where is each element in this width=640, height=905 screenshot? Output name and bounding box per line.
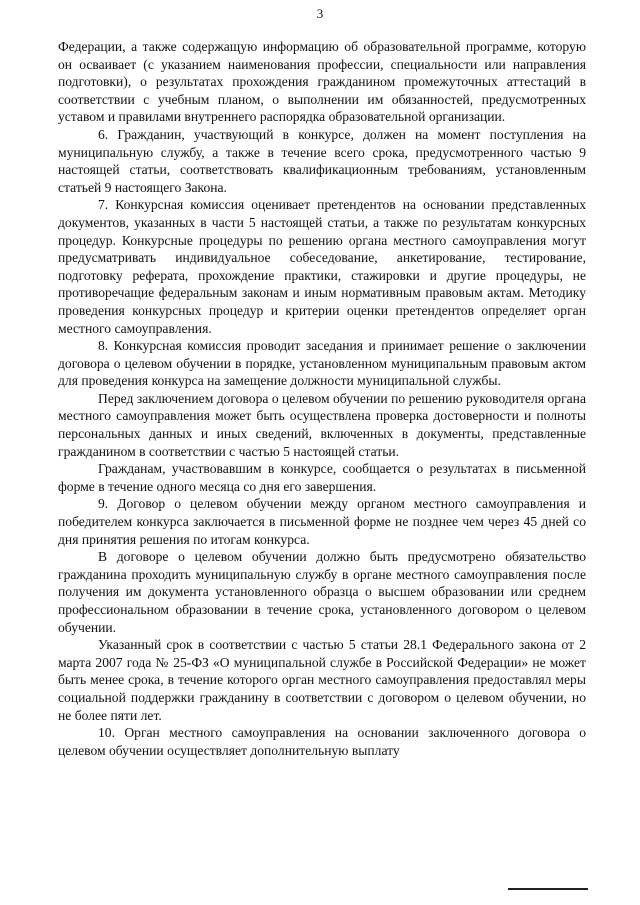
paragraph-6: 6. Гражданин, участвующий в конкурсе, должен на момент поступления на муниципальную службу, а также в течение всего срока, предусмотренного частью 9 настоящей статьи, соответствовать квалификационным требованиям, установленным статьей 9 настоящего Закона. bbox=[58, 126, 586, 195]
paragraph-9-term: Указанный срок в соответствии с частью 5 статьи 28.1 Федерального закона от 2 марта 2007 года № 25-ФЗ «О муниципальной службе в Российской Федерации» не может быть менее срока, в течение которого орган местного самоуправления предоставлял меры социальной поддержки гражданину в соответствии с договором о целевом обучении, но не более пяти лет. bbox=[58, 637, 586, 723]
paragraph-10: 10. Орган местного самоуправления на основании заключенного договора о целевом обучении осуществляет дополнительную выплату bbox=[58, 725, 586, 758]
paragraph-8-notification: Гражданам, участвовавшим в конкурсе, сообщается о результатах в письменной форме в течение одного месяца со дня его завершения. bbox=[58, 461, 586, 494]
paragraph-8: 8. Конкурсная комиссия проводит заседания и принимает решение о заключении договора о целевом обучении в порядке, установленном муниципальным правовым актом для проведения конкурса на замещение должности муниципальной службы. bbox=[58, 338, 586, 389]
paragraph-9: 9. Договор о целевом обучении между органом местного самоуправления и победителем конкурса заключается в письменной форме не позднее чем через 45 дней со дня принятия решения по итогам конкурса. bbox=[58, 496, 586, 547]
paragraph-continuation: Федерации, а также содержащую информацию об образовательной программе, которую он осваивает (с указанием наименования профессии, специальности или направления подготовки), о результатах прохождения гражданином промежуточных аттестаций в соответствии с учебным планом, о выполнении им обязанностей, предусмотренных уставом и правилами внутреннего распорядка образовательной организации. bbox=[58, 39, 586, 125]
document-body bbox=[58, 38, 586, 759]
paragraph-9-obligation: В договоре о целевом обучении должно быть предусмотрено обязательство гражданина проходить муниципальную службу в органе местного самоуправления после получения им документа установленного образца о высшем образовании или среднем профессиональном образовании в течение срока, установленного договором о целевом обучении. bbox=[58, 549, 586, 635]
footer-rule bbox=[508, 888, 588, 890]
page-number: 3 bbox=[316, 6, 324, 21]
paragraph-8-verification: Перед заключением договора о целевом обучении по решению руководителя органа местного самоуправления может быть осуществлена проверка достоверности и полноты персональных данных и иных сведений, включенных в документы, представленные гражданином в соответствии с частью 5 настоящей статьи. bbox=[58, 390, 586, 459]
paragraph-7: 7. Конкурсная комиссия оценивает претендентов на основании представленных документов, указанных в части 5 настоящей статьи, а также по результатам конкурсных процедур. Конкурсные процедуры по решению органа местного самоуправления могут предусматривать индивидуальное собеседование, анкетирование, тестирование, подготовку реферата, прохождение практики, стажировки и другие процедуры, не противоречащие федеральным законам и иным нормативным правовым актам. Методику проведения конкурсных процедур и критерии оценки претендентов определяет орган местного самоуправления. bbox=[58, 197, 586, 336]
